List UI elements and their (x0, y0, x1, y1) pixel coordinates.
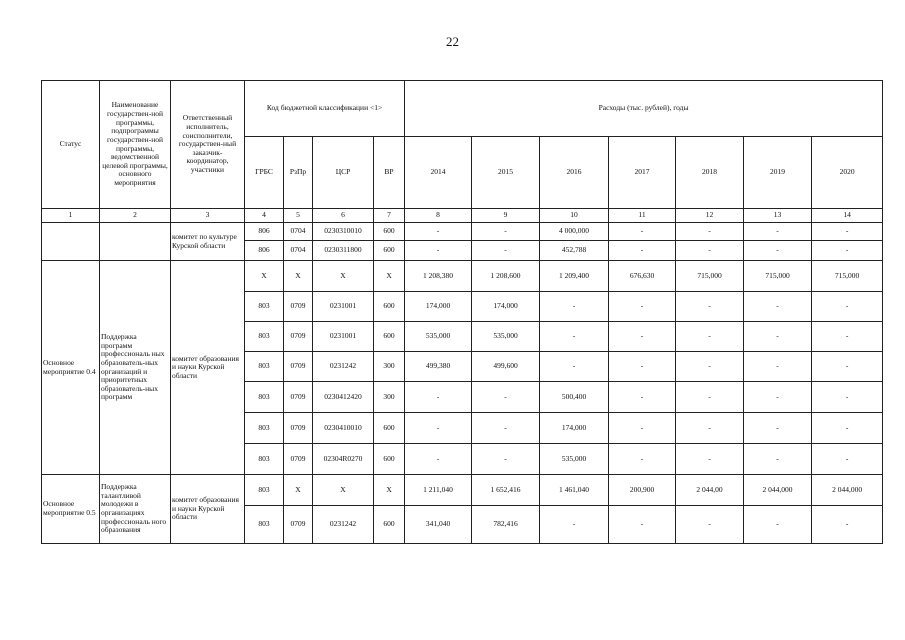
amount-cell: - (540, 322, 609, 352)
amount-cell: - (472, 413, 540, 444)
grbs-cell: 803 (245, 382, 284, 413)
grbs-cell: 803 (245, 292, 284, 322)
amount-cell: 715,000 (744, 261, 812, 292)
table-row (42, 223, 883, 241)
header-year: 2015 (472, 137, 540, 209)
amount-cell: - (812, 292, 883, 322)
amount-cell: 1 211,040 (405, 475, 472, 506)
amount-cell: - (609, 241, 676, 261)
amount-cell: 341,040 (405, 506, 472, 544)
amount-cell: - (812, 506, 883, 544)
rzpr-cell: 0709 (284, 413, 313, 444)
csr-cell: 0230311800 (313, 241, 374, 261)
amount-cell: 499,380 (405, 352, 472, 382)
amount-cell: 1 652,416 (472, 475, 540, 506)
amount-cell: - (812, 413, 883, 444)
grbs-cell: 806 (245, 241, 284, 261)
grbs-cell: 803 (245, 444, 284, 475)
vr-cell: 600 (374, 506, 405, 544)
csr-cell: 02304R0270 (313, 444, 374, 475)
vr-cell: Х (374, 475, 405, 506)
column-number: 8 (405, 209, 472, 223)
grbs-cell: 803 (245, 475, 284, 506)
header-row-1 (42, 81, 883, 137)
column-number-row (42, 209, 883, 223)
responsible-cell: комитет по культуре Курской области (171, 223, 245, 261)
header-year: 2020 (812, 137, 883, 209)
vr-cell: 300 (374, 352, 405, 382)
csr-cell: 0231001 (313, 292, 374, 322)
column-number: 11 (609, 209, 676, 223)
amount-cell: 174,000 (540, 413, 609, 444)
status-cell: Основное мероприятие 0.5 (42, 475, 100, 544)
amount-cell: - (405, 241, 472, 261)
amount-cell: - (676, 322, 744, 352)
rzpr-cell: 0709 (284, 352, 313, 382)
amount-cell: 535,000 (472, 322, 540, 352)
vr-cell: 600 (374, 292, 405, 322)
header-expenses: Расходы (тыс. рублей), годы (405, 81, 883, 137)
column-number: 2 (100, 209, 171, 223)
amount-cell: - (676, 413, 744, 444)
amount-cell: - (540, 506, 609, 544)
status-cell: Основное мероприятие 0.4 (42, 261, 100, 475)
vr-cell: 600 (374, 444, 405, 475)
name-cell: Поддержка талантливой молодежи в организациях профессиональ ного образования (100, 475, 171, 544)
vr-cell: 600 (374, 322, 405, 352)
header-responsible: Ответственный исполнитель, соисполнители, государствен-ный заказчик-координатор, участники (171, 81, 245, 209)
grbs-cell: 803 (245, 413, 284, 444)
amount-cell: - (609, 506, 676, 544)
amount-cell: - (405, 413, 472, 444)
rzpr-cell: 0704 (284, 241, 313, 261)
amount-cell: - (744, 352, 812, 382)
header-year: 2017 (609, 137, 676, 209)
csr-cell: Х (313, 261, 374, 292)
header-year: 2014 (405, 137, 472, 209)
column-number: 9 (472, 209, 540, 223)
amount-cell: - (812, 444, 883, 475)
amount-cell: 452,788 (540, 241, 609, 261)
amount-cell: - (676, 292, 744, 322)
header-code-vr: ВР (374, 137, 405, 209)
amount-cell: - (472, 444, 540, 475)
amount-cell: - (609, 413, 676, 444)
amount-cell: 715,000 (676, 261, 744, 292)
grbs-cell: Х (245, 261, 284, 292)
grbs-cell: 803 (245, 322, 284, 352)
amount-cell: - (676, 241, 744, 261)
amount-cell: 2 044,00 (676, 475, 744, 506)
header-year: 2016 (540, 137, 609, 209)
amount-cell: - (744, 413, 812, 444)
amount-cell: - (812, 223, 883, 241)
amount-cell: 1 461,040 (540, 475, 609, 506)
amount-cell: - (609, 382, 676, 413)
amount-cell: 1 208,600 (472, 261, 540, 292)
amount-cell: - (472, 223, 540, 241)
column-number: 3 (171, 209, 245, 223)
amount-cell: 174,000 (405, 292, 472, 322)
amount-cell: - (609, 444, 676, 475)
header-name: Наименование государствен-ной программы, подпрограммы государствен-ной программы, ведомственной целевой программы, основного мероприятия (100, 81, 171, 209)
header-code-grbs: ГРБС (245, 137, 284, 209)
column-number: 14 (812, 209, 883, 223)
page-number: 22 (446, 34, 459, 49)
column-number: 13 (744, 209, 812, 223)
amount-cell: 2 044,000 (812, 475, 883, 506)
amount-cell: - (676, 506, 744, 544)
amount-cell: 1 209,400 (540, 261, 609, 292)
name-cell: Поддержка программ профессиональ ных образователь-ных организаций и приоритетных образователь-ных программ (100, 261, 171, 475)
table-row (42, 475, 883, 506)
amount-cell: 200,900 (609, 475, 676, 506)
amount-cell: - (744, 322, 812, 352)
amount-cell: 499,600 (472, 352, 540, 382)
rzpr-cell: Х (284, 261, 313, 292)
amount-cell: - (609, 322, 676, 352)
csr-cell: Х (313, 475, 374, 506)
rzpr-cell: 0709 (284, 444, 313, 475)
budget-table (41, 80, 883, 544)
vr-cell: 300 (374, 382, 405, 413)
header-year: 2018 (676, 137, 744, 209)
amount-cell: 4 000,000 (540, 223, 609, 241)
rzpr-cell: 0709 (284, 382, 313, 413)
amount-cell: - (744, 241, 812, 261)
header-status: Статус (42, 81, 100, 209)
amount-cell: - (540, 352, 609, 382)
amount-cell: 715,000 (812, 261, 883, 292)
amount-cell: - (676, 444, 744, 475)
grbs-cell: 806 (245, 223, 284, 241)
csr-cell: 0230310010 (313, 223, 374, 241)
column-number: 10 (540, 209, 609, 223)
header-year: 2019 (744, 137, 812, 209)
amount-cell: - (744, 382, 812, 413)
grbs-cell: 803 (245, 352, 284, 382)
amount-cell: 676,630 (609, 261, 676, 292)
column-number: 12 (676, 209, 744, 223)
table-row (42, 261, 883, 292)
amount-cell: - (472, 382, 540, 413)
grbs-cell: 803 (245, 506, 284, 544)
column-number: 5 (284, 209, 313, 223)
amount-cell: 1 208,380 (405, 261, 472, 292)
column-number: 4 (245, 209, 284, 223)
vr-cell: 600 (374, 241, 405, 261)
amount-cell: - (609, 223, 676, 241)
csr-cell: 0230410010 (313, 413, 374, 444)
header-code-csr: ЦСР (313, 137, 374, 209)
amount-cell: - (744, 506, 812, 544)
amount-cell: - (676, 382, 744, 413)
csr-cell: 0231242 (313, 506, 374, 544)
column-number: 1 (42, 209, 100, 223)
amount-cell: - (405, 444, 472, 475)
amount-cell: - (744, 292, 812, 322)
amount-cell: - (405, 223, 472, 241)
amount-cell: - (472, 241, 540, 261)
column-number: 6 (313, 209, 374, 223)
amount-cell: 2 044,000 (744, 475, 812, 506)
amount-cell: 174,000 (472, 292, 540, 322)
amount-cell: - (744, 223, 812, 241)
vr-cell: 600 (374, 413, 405, 444)
rzpr-cell: 0709 (284, 292, 313, 322)
header-code-rzpr: РзПр (284, 137, 313, 209)
amount-cell: 535,000 (540, 444, 609, 475)
amount-cell: - (609, 292, 676, 322)
amount-cell: - (405, 382, 472, 413)
amount-cell: - (540, 292, 609, 322)
vr-cell: Х (374, 261, 405, 292)
name-cell (100, 223, 171, 261)
amount-cell: - (744, 444, 812, 475)
rzpr-cell: 0704 (284, 223, 313, 241)
csr-cell: 0230412420 (313, 382, 374, 413)
rzpr-cell: 0709 (284, 506, 313, 544)
amount-cell: - (812, 322, 883, 352)
rzpr-cell: 0709 (284, 322, 313, 352)
amount-cell: - (609, 352, 676, 382)
amount-cell: - (676, 352, 744, 382)
responsible-cell: комитет образования и науки Курской области (171, 475, 245, 544)
amount-cell: - (812, 382, 883, 413)
amount-cell: 535,000 (405, 322, 472, 352)
csr-cell: 0231242 (313, 352, 374, 382)
column-number: 7 (374, 209, 405, 223)
rzpr-cell: Х (284, 475, 313, 506)
amount-cell: - (676, 223, 744, 241)
status-cell (42, 223, 100, 261)
amount-cell: - (812, 241, 883, 261)
header-budget-code: Код бюджетной классификации <1> (245, 81, 405, 137)
vr-cell: 600 (374, 223, 405, 241)
responsible-cell: комитет образования и науки Курской области (171, 261, 245, 475)
amount-cell: 782,416 (472, 506, 540, 544)
amount-cell: 500,400 (540, 382, 609, 413)
csr-cell: 0231001 (313, 322, 374, 352)
amount-cell: - (812, 352, 883, 382)
